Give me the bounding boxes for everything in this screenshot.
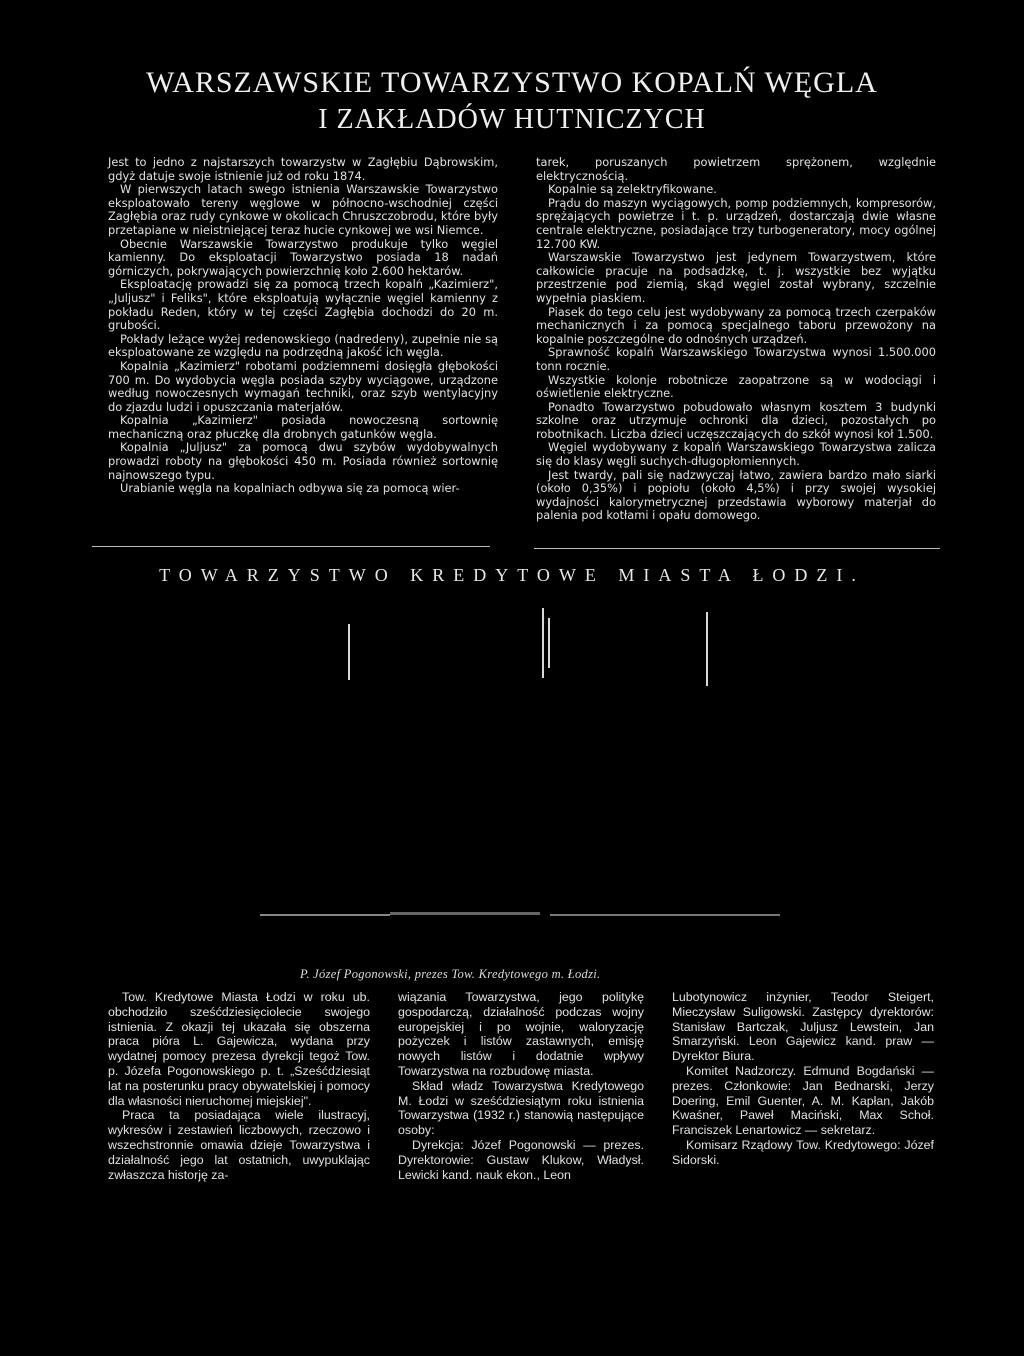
paragraph: tarek, poruszanych powietrzem sprężonem, względnie elektrycznością.	[536, 155, 936, 183]
paragraph: wiązania Towarzystwa, jego politykę gospodarczą, działalność podczas wojny europejskiej i po wojnie, waloryzację pożyczek i listów zastawnych, emisję nowych listów i dodatnie wpływy Towarzystwa na rozbudowę miasta.	[398, 990, 644, 1078]
paragraph: Lubotynowicz inżynier, Teodor Steigert, Mieczysław Suligowski. Zastępcy dyrektorów: Stanisław Bartczak, Juljusz Lewstein, Jan Smarzyński. Leon Gajewicz kand. praw — Dyrektor Biura.	[672, 990, 934, 1064]
paragraph: Kopalnia „Kazimierz" robotami podziemnemi dosięgła głębokości 700 m. Do wydobycia węgla posiada szyby wyciągowe, urządzone według nowoczesnych wymagań techniki, oraz szyb wentylacyjny do zjazdu ludzi i opuszczania materjałów.	[108, 358, 498, 414]
paragraph: Sprawność kopalń Warszawskiego Towarzystwa wynosi 1.500.000 tonn rocznie.	[536, 345, 936, 373]
article2-heading: TOWARZYSTWO KREDYTOWE MIASTA ŁODZI.	[159, 565, 865, 585]
paragraph: Dyrekcja: Józef Pogonowski — prezes. Dyrektorowie: Gustaw Klukow, Władysł. Lewicki kand. nauk ekon., Leon	[398, 1137, 644, 1182]
paragraph: Tow. Kredytowe Miasta Łodzi w roku ub. obchodziło sześćdziesięciolecie swojego istnienia. Z okazji tej ukazała się obszerna praca pióra L. Gajewicza, wydana przy wydatnej pomocy prezesa dyrekcji tegoż Tow. p. Józefa Pogonowskiego p. t. „Sześćdziesiąt lat na posterunku pracy obywatelskiej i pomocy dla własności nieruchomej miejskiej".	[108, 990, 370, 1108]
paragraph: Kopalnie są zelektryfikowane.	[548, 182, 717, 197]
article2-column-2	[398, 990, 644, 1182]
paragraph: Ponadto Towarzystwo pobudowało własnym kosztem 3 budynki szkolne oraz utrzymuje ochronki dla dzieci, pozostałych po robotnikach. Liczba dzieci uczęszczających do szkół wynosi koł 1.500.	[536, 399, 936, 441]
paragraph: Piasek do tego celu jest wydobywany za pomocą trzech czerpaków mechanicznych i za pomocą specjalnego taboru przewożony na kopalnie poszczególne do odnośnych urządzeń.	[536, 304, 936, 346]
paragraph: Komitet Nadzorczy. Edmund Bogdański — prezes. Członkowie: Jan Bednarski, Jerzy Doering, Emil Guenter, A. M. Kapłan, Jakób Kwaśner, Paweł Maciński, Max Schoł. Franciszek Lenartowicz — sekretarz.	[672, 1063, 934, 1138]
article1-column-right	[536, 156, 936, 523]
paragraph: Kopalnia „Kazimierz" posiada nowoczesną sortownię mechaniczną oraz płuczkę dla drobnych gatunków węgla.	[108, 413, 498, 441]
paragraph: Eksploatację prowadzi się za pomocą trzech kopalń „Kazimierz", „Juljusz" i Feliks", które eksploatują wyłącznie węgiel kamienny z pokładu Reden, który w tej części Zagłębia dochodzi do 20 m. grubości.	[108, 277, 498, 333]
section-divider-right	[534, 548, 940, 549]
paragraph: Prądu do maszyn wyciągowych, pomp podziemnych, kompresorów, sprężających powietrze i t. p. urządzeń, dostarczają dwie własne centrale elektryczne, posiadające trzy turbogeneratory, mocy ogólnej 12.700 KW.	[536, 195, 936, 251]
paragraph: Warszawskie Towarzystwo jest jedynem Towarzystwem, które całkowicie pracuje na podsadzkę, t. j. wszystkie bez wyjątku przestrzenie pod ziemią, skąd węgiel został wybrany, szczelnie wypełnia piaskiem.	[536, 250, 936, 305]
paragraph: Jest to jedno z najstarszych towarzystw w Zagłębiu Dąbrowskim, gdyż datuje swoje istnienie już od roku 1874.	[108, 155, 498, 183]
paragraph: W pierwszych latach swego istnienia Warszawskie Towarzystwo eksploatowało tereny węglowe w północno-wschodniej części Zagłębia oraz rudy cynkowe w okolicach Chruszczobrodu, które były przetapiane w nieistniejącej teraz hucie cynkowej we wsi Niemce.	[108, 182, 498, 237]
paragraph: Komisarz Rządowy Tow. Kredytowego: Józef Sidorski.	[672, 1137, 934, 1167]
paragraph: Obecnie Warszawskie Towarzystwo produkuje tylko węgiel kamienny. Do eksploatacji Towarzystwo posiada 18 nadań górniczych, pokrywających powierzchnię koło 2.600 hektarów.	[108, 236, 498, 278]
article-title-line1: WARSZAWSKIE TOWARZYSTWO KOPALŃ WĘGLA	[146, 66, 878, 99]
paragraph: Praca ta posiadająca wiele ilustracyj, wykresów i zestawień liczbowych, rzeczowo i wszechstronnie omawia dzieje Towarzystwa i działalność jego lat ostatnich, uwypuklając zwłaszcza historję za-	[108, 1108, 370, 1182]
article2-column-3	[672, 990, 934, 1168]
portrait-photo	[250, 600, 790, 960]
paragraph: Węgiel wydobywany z kopalń Warszawskiego Towarzystwa zalicza się do klasy węgli suchych-długopłomiennych.	[536, 440, 936, 469]
paragraph: Pokłady leżące wyżej redenowskiego (nadredeny), zupełnie nie są eksploatowane ze względu na podrzędną jakość ich węgla.	[108, 331, 498, 360]
article-title-line2: I ZAKŁADÓW HUTNICZYCH	[318, 104, 706, 135]
paragraph: Wszystkie kolonje robotnicze zaopatrzone są w wodociągi i oświetlenie elektryczne.	[536, 372, 936, 401]
photo-caption: P. Józef Pogonowski, prezes Tow. Kredytowego m. Łodzi.	[300, 967, 601, 981]
paragraph: Urabianie węgla na kopalniach odbywa się za pomocą wier-	[120, 481, 460, 496]
article1-column-left	[108, 156, 498, 496]
paragraph: Skład władz Towarzystwa Kredytowego M. Łodzi w sześćdziesiątym roku istnienia Towarzystwa (1932 r.) stanowią następujące osoby:	[398, 1078, 644, 1138]
paragraph: Kopalnia „Juljusz" za pomocą dwu szybów wydobywalnych prowadzi roboty na głębokości 450 m. Posiada również sortownię najnowszego typu.	[108, 440, 498, 482]
section-divider-left	[92, 546, 490, 547]
paragraph: Jest twardy, pali się nadzwyczaj łatwo, zawiera bardzo mało siarki (około 0,35%) i popiołu (około 4,5%) i przy swojej wysokiej wydajności kalorymetrycznej przedstawia wyborowy materjał do palenia pod kotłami i opału domowego.	[536, 467, 936, 523]
article2-column-1	[108, 990, 370, 1182]
